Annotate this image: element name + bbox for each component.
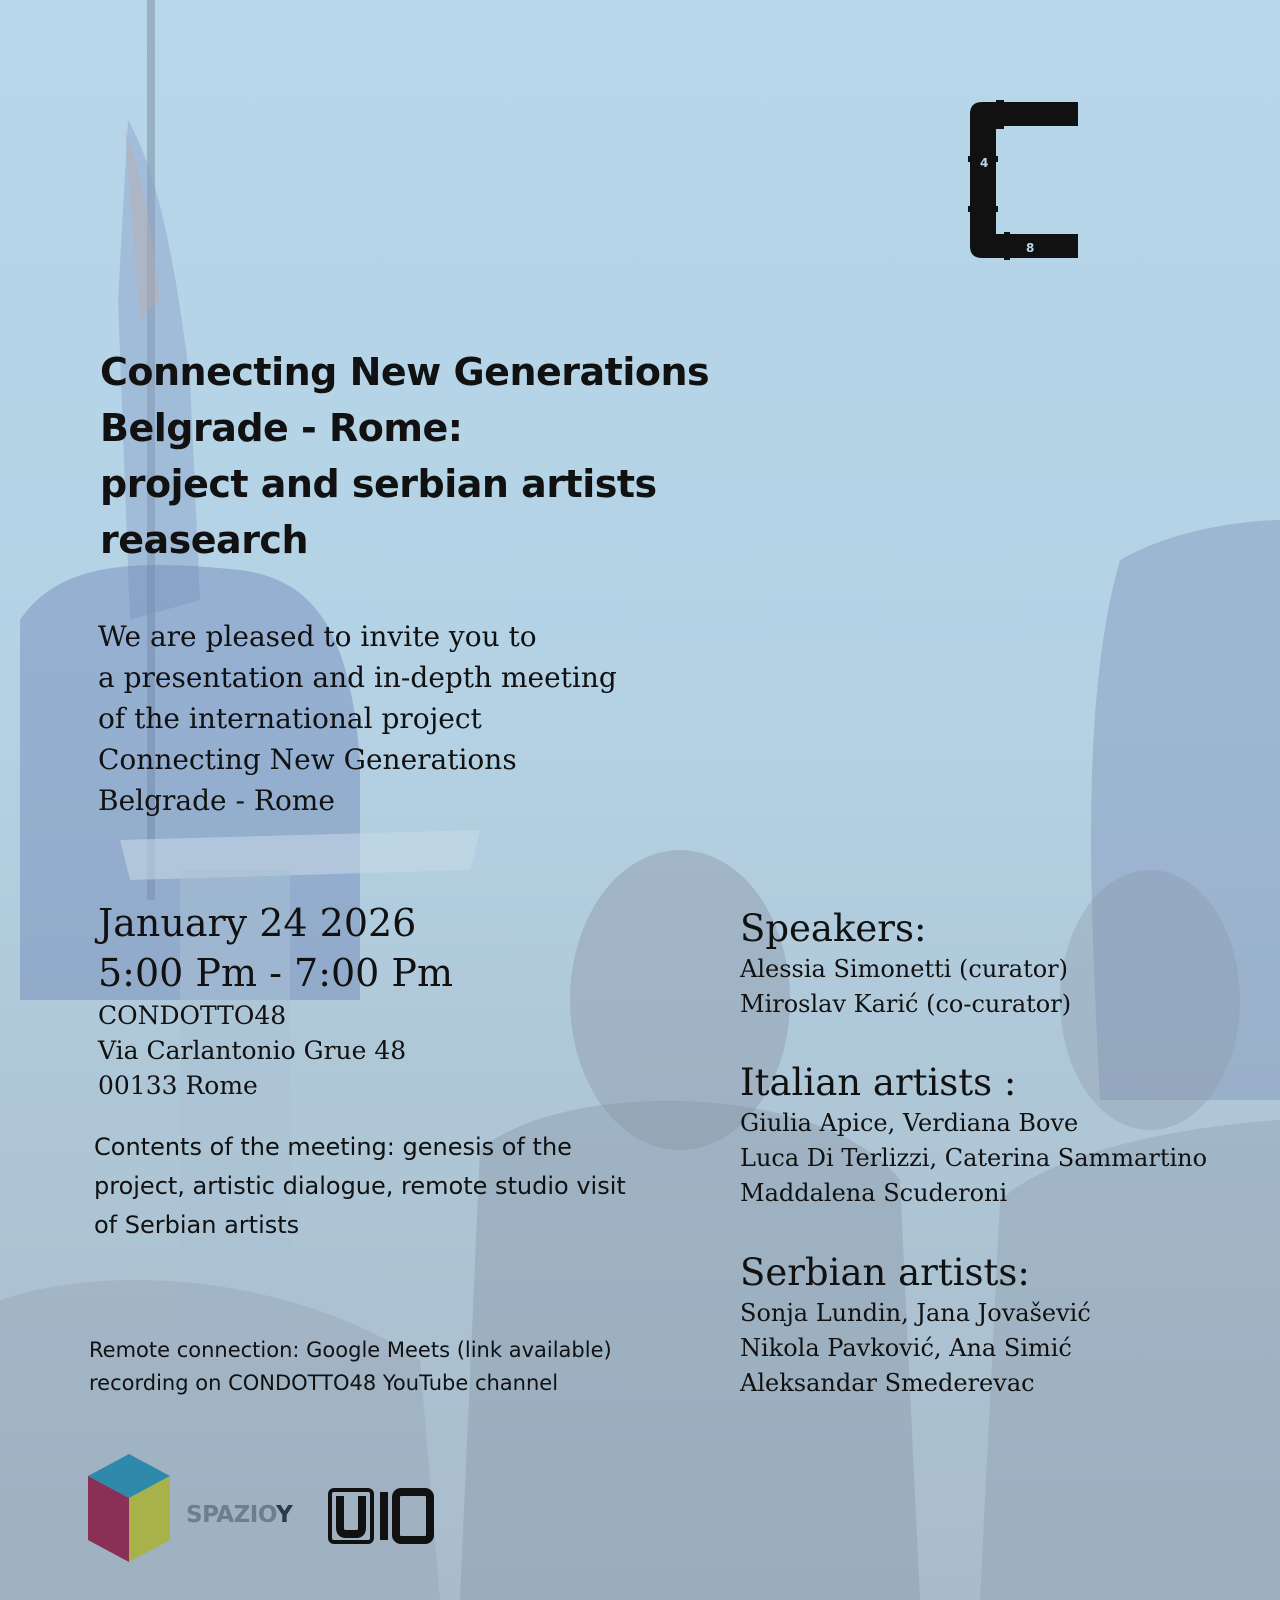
serbian-artists-heading: Serbian artists: (740, 1251, 1030, 1294)
venue-street: Via Carlantonio Grue 48 (98, 1036, 407, 1065)
title-line: Connecting New Generations (100, 350, 710, 394)
invite-line: Connecting New Generations (98, 743, 517, 776)
cube-icon (88, 1454, 170, 1562)
event-title (100, 344, 740, 568)
remote-connection: Remote connection: Google Meets (link available) (89, 1338, 612, 1362)
spazioy-wordmark (186, 1502, 292, 1528)
speakers-section (740, 906, 1260, 1022)
italian-artist-item: Luca Di Terlizzi, Caterina Sammartino (740, 1144, 1208, 1172)
c48-digit-4: 4 (980, 156, 989, 170)
italian-artist-item: Maddalena Scuderoni (740, 1179, 1008, 1207)
invitation-text (98, 616, 718, 821)
invite-line: Belgrade - Rome (98, 784, 335, 817)
italian-artist-item: Giulia Apice, Verdiana Bove (740, 1109, 1079, 1137)
event-time: 5:00 Pm - 7:00 Pm (98, 951, 454, 995)
event-date: January 24 2026 (98, 901, 417, 945)
c48-logo (968, 100, 1080, 260)
venue-city: 00133 Rome (98, 1071, 258, 1100)
c48-digit-8: 8 (1026, 241, 1035, 255)
italian-artists-heading: Italian artists : (740, 1061, 1017, 1104)
remote-info (89, 1334, 612, 1400)
spazioy-cube-logo (88, 1454, 170, 1562)
title-line: project and serbian artists (100, 462, 657, 506)
spazio-text: SPAZIO (186, 1502, 277, 1528)
italian-artists-section (740, 1060, 1260, 1211)
serbian-artist-item: Nikola Pavković, Ana Simić (740, 1334, 1072, 1362)
venue-name: CONDOTTO48 (98, 1001, 287, 1030)
meeting-contents: Contents of the meeting: genesis of the project, artistic dialogue, remote studio visit of Serbian artists (94, 1133, 626, 1239)
title-line: reasearch (100, 518, 309, 562)
speaker-item: Miroslav Karić (co-curator) (740, 990, 1072, 1018)
invite-line: of the international project (98, 702, 482, 735)
event-details (98, 898, 453, 1103)
speaker-item: Alessia Simonetti (curator) (740, 955, 1069, 983)
serbian-artists-section (740, 1250, 1260, 1401)
title-line: Belgrade - Rome: (100, 406, 463, 450)
recording-info: recording on CONDOTTO48 YouTube channel (89, 1371, 559, 1395)
u10-logo-graphic (328, 1488, 434, 1544)
speakers-heading: Speakers: (740, 907, 927, 950)
u10-logo (328, 1488, 434, 1544)
serbian-artist-item: Sonja Lundin, Jana Jovašević (740, 1299, 1091, 1327)
serbian-artist-item: Aleksandar Smederevac (740, 1369, 1035, 1397)
c48-logo-graphic (968, 100, 1080, 260)
spazio-y: Y (276, 1502, 293, 1528)
invite-line: a presentation and in-depth meeting (98, 661, 617, 694)
invite-line: We are pleased to invite you to (98, 620, 537, 653)
